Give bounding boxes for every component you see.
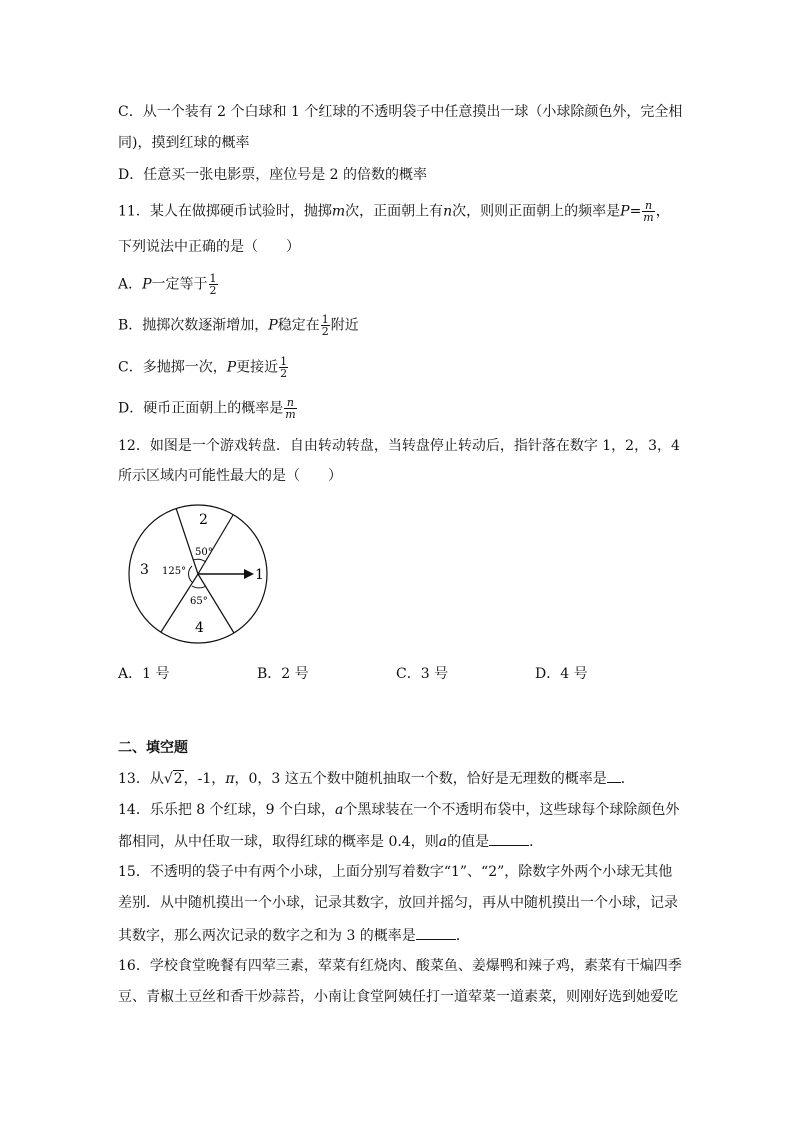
q12-option-c: C．3 号 [396, 666, 449, 682]
q14-text: 个黑球装在一个不透明布袋中，这些球每个球除颜色外 [343, 802, 680, 818]
frac-denominator: m [643, 211, 654, 224]
q16-stem-line2: 豆、青椒土豆丝和香干炒蒜苔，小南让食堂阿姨任打一道荤菜一道素菜，则刚好选到她爱吃 [118, 989, 678, 1005]
region-label-2: 2 [199, 512, 208, 528]
q14-stem-line2 [118, 831, 543, 852]
option-text: B．抛掷次数逐渐增加， [118, 317, 269, 334]
frac-numerator: 1 [280, 355, 288, 368]
option-text: C．多抛掷一次， [118, 359, 227, 376]
q10-option-c-line2: 同)，摸到红球的概率 [118, 135, 250, 151]
q12-option-a: A．1 号 [118, 666, 170, 682]
sqrt-two: √2 [163, 771, 183, 787]
frac-numerator: 1 [321, 313, 329, 326]
q11-stem-a: 11．某人在做掷硬币试验时，抛掷 [118, 203, 332, 220]
option-text: 一定等于 [151, 276, 208, 293]
q10-option-c-line1: C．从一个装有 2 个白球和 1 个红球的不透明袋子中任意摸出一球（小球除颜色外，完全相 [118, 104, 683, 120]
q13-text: ，-1， [183, 771, 226, 787]
angle-arc-top [193, 559, 206, 562]
q11-stem-line1 [118, 200, 670, 223]
q11-option-d [118, 397, 298, 420]
var-a: a [438, 834, 448, 850]
angle-label-top: 50° [195, 547, 213, 558]
q11-eq: = [629, 203, 642, 220]
q11-option-b [118, 314, 359, 337]
fraction-one-half [279, 356, 288, 379]
q11-fraction-n-over-m [642, 200, 654, 223]
q12-stem-line2: 所示区域内可能性最大的是（ ） [118, 468, 342, 484]
q14-text: 的值是 [447, 834, 490, 850]
spinner-wheel-diagram [120, 500, 280, 650]
fraction-n-over-m [284, 397, 296, 420]
answer-blank [489, 831, 529, 846]
q14-stem-line1 [118, 800, 679, 820]
angle-label-bottom: 65° [190, 596, 208, 607]
q10-option-d: D．任意买一张电影票，座位号是 2 的倍数的概率 [118, 167, 428, 183]
angle-arc-left [189, 566, 192, 582]
frac-numerator: n [286, 396, 294, 409]
q12-option-d: D．4 号 [535, 666, 588, 682]
q15-text: 其数字，那么两次记录的数字之和为 3 的概率是 [118, 928, 416, 944]
var-p: P [268, 317, 278, 334]
q11-option-a [118, 273, 219, 296]
q11-stem-end: ， [655, 203, 670, 220]
frac-denominator: 2 [280, 367, 288, 380]
q13-stem [118, 768, 635, 789]
radicand: 2 [173, 771, 183, 787]
region-label-1: 1 [255, 567, 264, 583]
q11-stem-line2: 下列说法中正确的是（ ） [118, 239, 300, 255]
q14-text: ． [529, 834, 544, 850]
q13-text: ，0，3 这五个数中随机抽取一个数，恰好是无理数的概率是 [234, 771, 607, 787]
pointer-arrow-head [244, 569, 254, 579]
q14-text: 14．乐乐把 8 个红球，9 个白球， [118, 802, 335, 818]
answer-blank [416, 925, 456, 940]
q14-text: 都相同，从中任取一球，取得红球的概率是 0.4，则 [118, 834, 439, 850]
q15-stem-line2: 差别．从中随机摸出一个小球，记录其数字，放回并摇匀，再从中随机摸出一个小球，记录 [118, 895, 678, 911]
q11-option-c [118, 356, 289, 379]
q12-option-b: B．2 号 [257, 666, 309, 682]
q16-stem-line1: 16．学校食堂晚餐有四荤三素，荤菜有红烧肉、酸菜鱼、姜爆鸭和辣子鸡，素菜有干煸四季 [118, 958, 682, 974]
wheel-divider-top-left [176, 508, 198, 574]
option-text: 稳定在 [277, 317, 320, 334]
fraction-one-half [321, 314, 330, 337]
var-a: a [334, 802, 344, 818]
var-p: P [142, 276, 152, 293]
region-label-3: 3 [140, 562, 149, 578]
frac-denominator: m [285, 408, 296, 421]
var-p: P [226, 359, 237, 376]
q11-var-p: P [620, 203, 630, 220]
frac-numerator: n [644, 199, 653, 212]
frac-denominator: 2 [321, 325, 329, 338]
q11-var-n: n [443, 203, 453, 220]
option-text: 更接近 [236, 359, 279, 376]
q11-stem-c: 次，则则正面朝上的频率是 [452, 203, 621, 220]
angle-label-left: 125° [162, 566, 187, 577]
section-heading-fill-in: 二、填空题 [118, 740, 188, 756]
answer-blank [607, 768, 621, 783]
q12-stem-line1: 12．如图是一个游戏转盘．自由转动转盘，当转盘停止转动后，指针落在数字 1，2，3，4 [118, 438, 680, 454]
frac-denominator: 2 [209, 284, 217, 297]
angle-arc-bottom [192, 586, 206, 588]
q15-stem-line1: 15．不透明的袋子中有两个小球，上面分别写着数字“1”、“2”，除数字外两个小球无其他 [118, 864, 673, 880]
pi-symbol: π [225, 771, 235, 787]
q11-stem-b: 次，正面朝上有 [345, 203, 444, 220]
q13-text: 13．从 [118, 771, 164, 787]
option-label: A． [118, 276, 143, 293]
region-label-4: 4 [195, 620, 204, 636]
frac-numerator: 1 [209, 272, 217, 285]
q11-var-m: m [331, 203, 346, 220]
option-text: 附近 [330, 317, 359, 334]
option-text: D．硬币正面朝上的概率是 [118, 400, 284, 417]
q15-stem-line3 [118, 925, 470, 946]
q13-text: ． [620, 771, 635, 787]
q15-text: ． [455, 928, 470, 944]
fraction-one-half [209, 273, 218, 296]
